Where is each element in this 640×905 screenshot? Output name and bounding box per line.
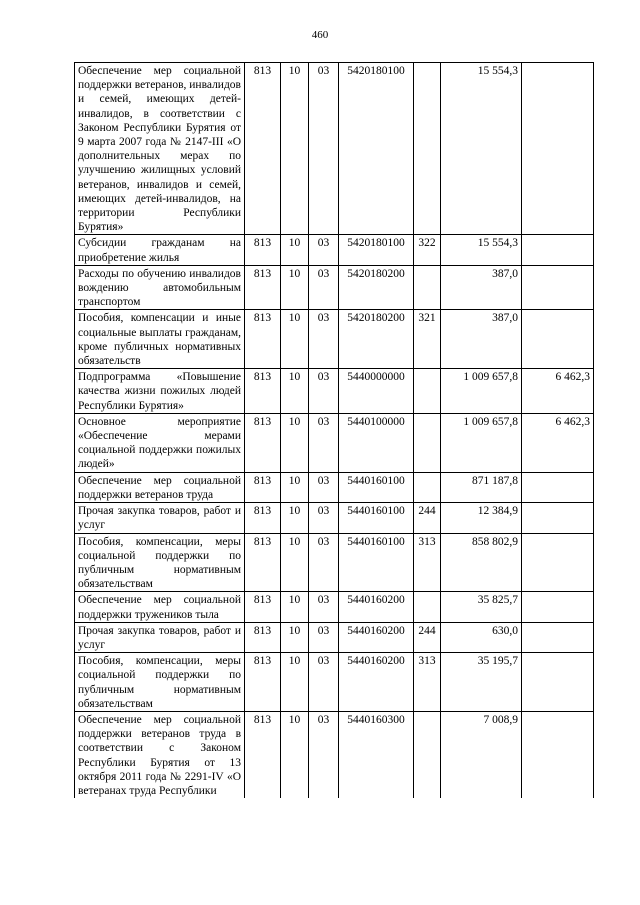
target-article-code: 5440160200 [339, 622, 414, 652]
section-code: 10 [281, 592, 309, 622]
table-row [75, 503, 594, 533]
subsection-code: 03 [309, 472, 339, 502]
subsection-code: 03 [309, 369, 339, 414]
subsection-code: 03 [309, 235, 339, 265]
section-code: 10 [281, 310, 309, 369]
row-description: Обеспечение мер социальной поддержки тружеников тыла [75, 592, 245, 622]
target-article-code: 5440160100 [339, 533, 414, 592]
table-row [75, 711, 594, 798]
section-code: 10 [281, 622, 309, 652]
row-description: Обеспечение мер социальной поддержки ветеранов, инвалидов и семей, имеющих детей-инвалидов, в соответствии с Законом Республики Бурятия от 9 марта 2007 года № 2147-III «О дополнительных мерах по улучшению жилищных условий ветеранов, инвалидов и семей, имеющих детей-инвалидов, на территории Республики Бурятия» [75, 63, 245, 235]
expense-type-code [414, 711, 441, 798]
ministry-code: 813 [245, 369, 281, 414]
amount-primary: 15 554,3 [441, 235, 522, 265]
table-row [75, 235, 594, 265]
expense-type-code [414, 592, 441, 622]
amount-primary: 858 802,9 [441, 533, 522, 592]
amount-secondary [522, 472, 594, 502]
amount-primary: 871 187,8 [441, 472, 522, 502]
amount-secondary: 6 462,3 [522, 413, 594, 472]
section-code: 10 [281, 503, 309, 533]
ministry-code: 813 [245, 472, 281, 502]
row-description: Подпрограмма «Повышение качества жизни пожилых людей Республики Бурятия» [75, 369, 245, 414]
subsection-code: 03 [309, 63, 339, 235]
table-row [75, 310, 594, 369]
amount-secondary: 6 462,3 [522, 369, 594, 414]
section-code: 10 [281, 265, 309, 310]
row-description: Прочая закупка товаров, работ и услуг [75, 622, 245, 652]
target-article-code: 5420180100 [339, 63, 414, 235]
expense-type-code: 244 [414, 622, 441, 652]
ministry-code: 813 [245, 265, 281, 310]
table-row [75, 653, 594, 712]
expense-type-code [414, 472, 441, 502]
row-description: Расходы по обучению инвалидов вождению автомобильным транспортом [75, 265, 245, 310]
target-article-code: 5440000000 [339, 369, 414, 414]
amount-primary: 12 384,9 [441, 503, 522, 533]
amount-primary: 15 554,3 [441, 63, 522, 235]
row-description: Обеспечение мер социальной поддержки ветеранов труда в соответствии с Законом Республики Бурятия от 13 октября 2011 года № 2291-IV «О ветеранах труда Республики [75, 711, 245, 798]
table-row [75, 369, 594, 414]
section-code: 10 [281, 653, 309, 712]
ministry-code: 813 [245, 711, 281, 798]
ministry-code: 813 [245, 653, 281, 712]
amount-secondary [522, 63, 594, 235]
target-article-code: 5440100000 [339, 413, 414, 472]
amount-primary: 387,0 [441, 310, 522, 369]
ministry-code: 813 [245, 310, 281, 369]
target-article-code: 5440160100 [339, 503, 414, 533]
ministry-code: 813 [245, 235, 281, 265]
target-article-code: 5440160200 [339, 653, 414, 712]
target-article-code: 5440160300 [339, 711, 414, 798]
subsection-code: 03 [309, 711, 339, 798]
ministry-code: 813 [245, 63, 281, 235]
table-row [75, 265, 594, 310]
amount-secondary [522, 310, 594, 369]
section-code: 10 [281, 63, 309, 235]
section-code: 10 [281, 533, 309, 592]
row-description: Пособия, компенсации, меры социальной поддержки по публичным нормативным обязательствам [75, 533, 245, 592]
expense-type-code: 244 [414, 503, 441, 533]
target-article-code: 5420180200 [339, 310, 414, 369]
row-description: Обеспечение мер социальной поддержки ветеранов труда [75, 472, 245, 502]
subsection-code: 03 [309, 622, 339, 652]
amount-primary: 7 008,9 [441, 711, 522, 798]
section-code: 10 [281, 369, 309, 414]
amount-secondary [522, 533, 594, 592]
amount-primary: 1 009 657,8 [441, 413, 522, 472]
ministry-code: 813 [245, 533, 281, 592]
ministry-code: 813 [245, 622, 281, 652]
amount-secondary [522, 503, 594, 533]
section-code: 10 [281, 235, 309, 265]
amount-secondary [522, 265, 594, 310]
amount-secondary [522, 235, 594, 265]
amount-secondary [522, 592, 594, 622]
table-row [75, 533, 594, 592]
amount-secondary [522, 622, 594, 652]
ministry-code: 813 [245, 413, 281, 472]
row-description: Пособия, компенсации, меры социальной поддержки по публичным нормативным обязательствам [75, 653, 245, 712]
expense-type-code [414, 369, 441, 414]
amount-secondary [522, 653, 594, 712]
expense-type-code: 313 [414, 533, 441, 592]
ministry-code: 813 [245, 503, 281, 533]
expense-type-code: 322 [414, 235, 441, 265]
subsection-code: 03 [309, 265, 339, 310]
expense-type-code [414, 63, 441, 235]
ministry-code: 813 [245, 592, 281, 622]
target-article-code: 5440160200 [339, 592, 414, 622]
amount-primary: 35 825,7 [441, 592, 522, 622]
budget-table [74, 62, 594, 798]
amount-primary: 35 195,7 [441, 653, 522, 712]
expense-type-code: 321 [414, 310, 441, 369]
subsection-code: 03 [309, 653, 339, 712]
table-row [75, 413, 594, 472]
row-description: Субсидии гражданам на приобретение жилья [75, 235, 245, 265]
table-row [75, 592, 594, 622]
expense-type-code [414, 413, 441, 472]
row-description: Прочая закупка товаров, работ и услуг [75, 503, 245, 533]
table-row [75, 63, 594, 235]
amount-primary: 630,0 [441, 622, 522, 652]
section-code: 10 [281, 472, 309, 502]
expense-type-code [414, 265, 441, 310]
amount-primary: 1 009 657,8 [441, 369, 522, 414]
row-description: Пособия, компенсации и иные социальные выплаты гражданам, кроме публичных нормативных обязательств [75, 310, 245, 369]
row-description: Основное мероприятие «Обеспечение мерами социальной поддержки пожилых людей» [75, 413, 245, 472]
subsection-code: 03 [309, 413, 339, 472]
expense-type-code: 313 [414, 653, 441, 712]
amount-secondary [522, 711, 594, 798]
table-row [75, 472, 594, 502]
target-article-code: 5440160100 [339, 472, 414, 502]
target-article-code: 5420180200 [339, 265, 414, 310]
section-code: 10 [281, 711, 309, 798]
table-row [75, 622, 594, 652]
subsection-code: 03 [309, 503, 339, 533]
amount-primary: 387,0 [441, 265, 522, 310]
subsection-code: 03 [309, 592, 339, 622]
subsection-code: 03 [309, 310, 339, 369]
section-code: 10 [281, 413, 309, 472]
page-number: 460 [311, 29, 329, 41]
subsection-code: 03 [309, 533, 339, 592]
target-article-code: 5420180100 [339, 235, 414, 265]
